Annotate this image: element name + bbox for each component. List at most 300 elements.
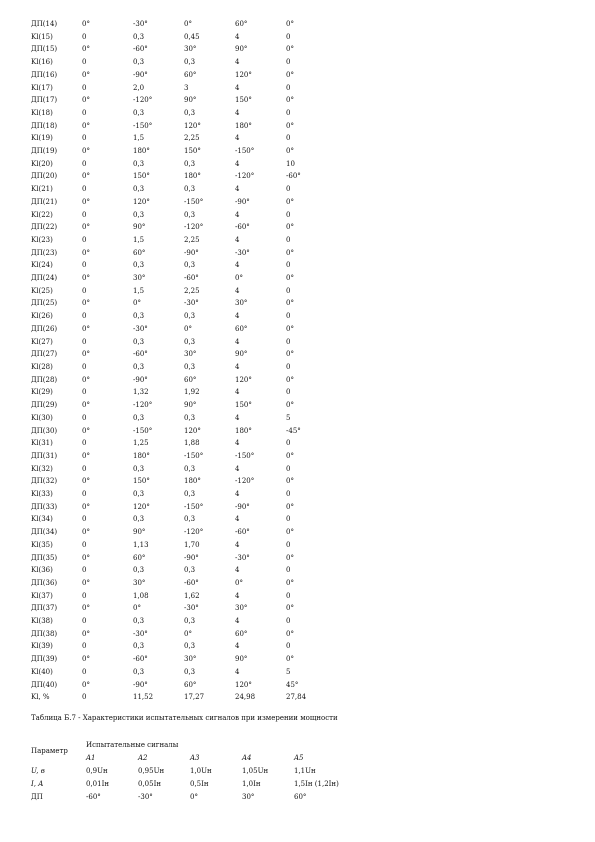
row-label: Kl(27) xyxy=(31,337,53,346)
cell-value: 0° xyxy=(82,401,90,410)
test-signals-table xyxy=(31,738,354,803)
cell-value: 90° xyxy=(184,401,197,410)
table-row xyxy=(31,450,326,463)
cell-value: 0° xyxy=(82,629,90,638)
cell-value: -90° xyxy=(235,197,250,206)
cell-value: 0 xyxy=(82,159,87,168)
cell-value: -120° xyxy=(235,477,255,486)
cell-value: 0,3 xyxy=(184,312,196,321)
cell-value: 0 xyxy=(286,362,291,371)
cell-value: 180° xyxy=(235,121,252,130)
cell-value: 120° xyxy=(133,502,150,511)
cell-value: 0° xyxy=(82,502,90,511)
cell-value: -120° xyxy=(235,172,255,181)
row-label: ДП(26) xyxy=(31,324,58,333)
cell-value: 0° xyxy=(286,578,294,587)
cell-value: 120° xyxy=(235,375,252,384)
cell-value: 0 xyxy=(286,490,291,499)
signals-row-i xyxy=(31,777,354,790)
cell-value: 0 xyxy=(82,185,87,194)
cell-value: 0,3 xyxy=(133,515,145,524)
cell-value: 11,52 xyxy=(133,693,154,702)
table-row xyxy=(31,463,326,476)
table-row xyxy=(31,412,326,425)
row-label: ДП(28) xyxy=(31,375,58,384)
table-row xyxy=(31,120,326,133)
cell-value: 0,3 xyxy=(184,210,196,219)
cell-value: 4 xyxy=(235,58,240,67)
cell-value: 90° xyxy=(133,528,146,537)
cell-value: 0,3 xyxy=(133,58,145,67)
cell-value: -60° xyxy=(184,274,199,283)
cell-value: 0 xyxy=(286,312,291,321)
table-row xyxy=(31,82,326,95)
row-label: ДП(24) xyxy=(31,274,58,283)
cell-value: 0° xyxy=(82,553,90,562)
cell-value: 4 xyxy=(235,566,240,575)
table-row xyxy=(31,564,326,577)
table-row xyxy=(31,437,326,450)
cell-value: 2,25 xyxy=(184,235,200,244)
row-label: Kl(25) xyxy=(31,286,53,295)
table-row xyxy=(31,615,326,628)
cell-value: -60° xyxy=(235,223,250,232)
cell-value: 0,3 xyxy=(184,566,196,575)
cell-value: 0 xyxy=(286,464,291,473)
row-label: Kl(36) xyxy=(31,566,53,575)
table-row xyxy=(31,374,326,387)
row-label: Kl(40) xyxy=(31,667,53,676)
cell-value: 0° xyxy=(82,223,90,232)
param-header: Параметр xyxy=(31,747,68,755)
cell-value: 4 xyxy=(235,464,240,473)
signal-value: 1,5Iн (1,2Iн) xyxy=(294,779,339,788)
table-row xyxy=(31,132,326,145)
cell-value: 0° xyxy=(82,528,90,537)
row-label: ДП(15) xyxy=(31,45,58,54)
cell-value: 27,84 xyxy=(286,693,307,702)
cell-value: 0 xyxy=(82,693,87,702)
cell-value: 0 xyxy=(82,58,87,67)
cell-value: 0,3 xyxy=(184,667,196,676)
cell-value: 30° xyxy=(133,274,146,283)
cell-value: 120° xyxy=(184,121,201,130)
table-row xyxy=(31,69,326,82)
cell-value: 0,3 xyxy=(184,464,196,473)
cell-value: 0° xyxy=(286,20,294,28)
cell-value: -120° xyxy=(184,528,204,537)
table-row xyxy=(31,56,326,69)
signal-value: 0,9Uн xyxy=(86,766,108,775)
table-row xyxy=(31,679,326,692)
cell-value: 0 xyxy=(82,566,87,575)
cell-value: 0° xyxy=(184,20,192,28)
table-row xyxy=(31,297,326,310)
cell-value: 0° xyxy=(286,528,294,537)
cell-value: 1,08 xyxy=(133,591,149,600)
table-row xyxy=(31,602,326,615)
column-header: A3 xyxy=(190,753,200,762)
row-label: ДП(25) xyxy=(31,299,58,308)
cell-value: -90° xyxy=(184,553,199,562)
cell-value: 0 xyxy=(286,235,291,244)
table-row xyxy=(31,488,326,501)
row-label: Kl(19) xyxy=(31,134,53,143)
cell-value: 0 xyxy=(82,439,87,448)
cell-value: 0,3 xyxy=(184,413,196,422)
column-header: A1 xyxy=(86,753,96,762)
cell-value: -30° xyxy=(133,629,148,638)
cell-value: 120° xyxy=(235,680,252,689)
cell-value: 0° xyxy=(184,324,192,333)
cell-value: -150° xyxy=(235,451,255,460)
row-label: Kl(35) xyxy=(31,540,53,549)
column-header: A5 xyxy=(294,753,304,762)
cell-value: 0° xyxy=(286,96,294,105)
row-label: Kl(31) xyxy=(31,439,53,448)
cell-value: 0,3 xyxy=(133,210,145,219)
cell-value: 0 xyxy=(286,617,291,626)
row-label: ДП(37) xyxy=(31,604,58,613)
row-label: Kl(30) xyxy=(31,413,53,422)
cell-value: 2,25 xyxy=(184,286,200,295)
row-label: Kl(24) xyxy=(31,261,53,270)
row-label: Kl(39) xyxy=(31,642,53,651)
cell-value: 0° xyxy=(286,553,294,562)
cell-value: 150° xyxy=(235,401,252,410)
signal-value: 1,1Uн xyxy=(294,766,316,775)
cell-value: 0 xyxy=(82,83,87,92)
cell-value: 0,3 xyxy=(184,362,196,371)
cell-value: 0° xyxy=(133,604,141,613)
cell-value: 4 xyxy=(235,286,240,295)
table-row xyxy=(31,107,326,120)
cell-value: 0° xyxy=(286,350,294,359)
cell-value: 0 xyxy=(286,83,291,92)
cell-value: 0 xyxy=(286,388,291,397)
cell-value: 180° xyxy=(184,172,201,181)
cell-value: 0,3 xyxy=(133,312,145,321)
table-row xyxy=(31,577,326,590)
cell-value: 0 xyxy=(82,667,87,676)
cell-value: 60° xyxy=(133,553,146,562)
cell-value: -150° xyxy=(184,197,204,206)
cell-value: 120° xyxy=(133,197,150,206)
cell-value: 90° xyxy=(235,45,248,54)
cell-value: 4 xyxy=(235,159,240,168)
cell-value: 90° xyxy=(133,223,146,232)
row-label: ДП(18) xyxy=(31,121,58,130)
cell-value: 30° xyxy=(133,578,146,587)
table-row xyxy=(31,234,326,247)
table-row xyxy=(31,18,326,31)
cell-value: 0 xyxy=(286,134,291,143)
cell-value: 4 xyxy=(235,388,240,397)
table-row xyxy=(31,666,326,679)
cell-value: 0° xyxy=(82,451,90,460)
cell-value: 0° xyxy=(286,223,294,232)
table-row xyxy=(31,94,326,107)
cell-value: 0° xyxy=(286,197,294,206)
cell-value: 0 xyxy=(286,439,291,448)
cell-value: 0° xyxy=(286,451,294,460)
cell-value: 0° xyxy=(82,655,90,664)
cell-value: -60° xyxy=(286,172,301,181)
cell-value: 4 xyxy=(235,134,240,143)
row-label: ДП(23) xyxy=(31,248,58,257)
table-row xyxy=(31,158,326,171)
cell-value: 0 xyxy=(286,515,291,524)
cell-value: 180° xyxy=(133,451,150,460)
cell-value: -30° xyxy=(184,604,199,613)
cell-value: -90° xyxy=(184,248,199,257)
cell-value: 0° xyxy=(133,299,141,308)
angles-coefficients-table xyxy=(31,18,326,704)
cell-value: 1,13 xyxy=(133,540,149,549)
cell-value: 120° xyxy=(235,70,252,79)
cell-value: 4 xyxy=(235,108,240,117)
param-label: U, в xyxy=(31,766,45,775)
cell-value: 1,62 xyxy=(184,591,200,600)
cell-value: 0° xyxy=(82,20,90,28)
cell-value: 180° xyxy=(133,147,150,156)
signal-value: 30° xyxy=(242,792,255,801)
cell-value: 0 xyxy=(286,540,291,549)
table-row xyxy=(31,310,326,323)
cell-value: 0° xyxy=(82,197,90,206)
signal-value: -60° xyxy=(86,792,101,801)
cell-value: 4 xyxy=(235,235,240,244)
cell-value: 1,5 xyxy=(133,286,145,295)
cell-value: 0 xyxy=(82,642,87,651)
cell-value: -30° xyxy=(235,553,250,562)
cell-value: 0,3 xyxy=(184,58,196,67)
cell-value: 60° xyxy=(184,70,197,79)
row-label: Kl(28) xyxy=(31,362,53,371)
row-label: ДП(38) xyxy=(31,629,58,638)
cell-value: 4 xyxy=(235,642,240,651)
cell-value: 0° xyxy=(235,578,243,587)
cell-value: 2,0 xyxy=(133,83,145,92)
row-label: ДП(17) xyxy=(31,96,58,105)
cell-value: 0° xyxy=(286,147,294,156)
signal-value: 0,5Iн xyxy=(190,779,209,788)
cell-value: 4 xyxy=(235,312,240,321)
cell-value: 0,3 xyxy=(133,185,145,194)
table-row xyxy=(31,552,326,565)
row-label: Kl(33) xyxy=(31,490,53,499)
cell-value: 0,3 xyxy=(133,261,145,270)
cell-value: 0° xyxy=(286,45,294,54)
cell-value: 0° xyxy=(82,604,90,613)
signal-value: 0,05Iн xyxy=(138,779,162,788)
cell-value: 180° xyxy=(184,477,201,486)
cell-value: 90° xyxy=(235,350,248,359)
row-label: ДП(16) xyxy=(31,70,58,79)
cell-value: 4 xyxy=(235,185,240,194)
table-row xyxy=(31,348,326,361)
cell-value: -60° xyxy=(133,45,148,54)
cell-value: 0 xyxy=(82,108,87,117)
cell-value: 0 xyxy=(82,388,87,397)
cell-value: 150° xyxy=(235,96,252,105)
column-header: A4 xyxy=(242,753,252,762)
cell-value: 1,5 xyxy=(133,134,145,143)
cell-value: 0 xyxy=(286,32,291,41)
cell-value: 0 xyxy=(286,591,291,600)
cell-value: 0,3 xyxy=(133,337,145,346)
cell-value: -150° xyxy=(133,121,153,130)
row-label: ДП(19) xyxy=(31,147,58,156)
angles-coefficients-table-body xyxy=(31,18,326,704)
column-header: A2 xyxy=(138,753,148,762)
cell-value: 0,3 xyxy=(184,490,196,499)
cell-value: 0,3 xyxy=(133,362,145,371)
row-label: ДП(27) xyxy=(31,350,58,359)
cell-value: 0,3 xyxy=(133,32,145,41)
table-row xyxy=(31,272,326,285)
cell-value: 0° xyxy=(184,629,192,638)
row-label: Kl(26) xyxy=(31,312,53,321)
cell-value: 150° xyxy=(133,477,150,486)
cell-value: 30° xyxy=(235,299,248,308)
table-row xyxy=(31,209,326,222)
row-label: Kl(34) xyxy=(31,515,53,524)
cell-value: 30° xyxy=(184,350,197,359)
cell-value: 0° xyxy=(286,401,294,410)
cell-value: 0° xyxy=(286,121,294,130)
signal-value: -30° xyxy=(138,792,153,801)
cell-value: 0,3 xyxy=(184,515,196,524)
cell-value: 4 xyxy=(235,540,240,549)
cell-value: 5 xyxy=(286,667,291,676)
cell-value: 1,92 xyxy=(184,388,200,397)
cell-value: 0 xyxy=(82,235,87,244)
cell-value: 0 xyxy=(82,464,87,473)
cell-value: -60° xyxy=(235,528,250,537)
cell-value: 0 xyxy=(82,490,87,499)
cell-value: 90° xyxy=(235,655,248,664)
param-label: ДП xyxy=(31,792,43,801)
table-row xyxy=(31,259,326,272)
cell-value: 0 xyxy=(286,642,291,651)
signals-row-u xyxy=(31,764,354,777)
cell-value: 0° xyxy=(82,248,90,257)
table-row xyxy=(31,501,326,514)
cell-value: 4 xyxy=(235,413,240,422)
cell-value: -90° xyxy=(133,70,148,79)
cell-value: -150° xyxy=(133,426,153,435)
cell-value: 0° xyxy=(286,502,294,511)
cell-value: 0° xyxy=(235,274,243,283)
row-label: ДП(21) xyxy=(31,197,58,206)
cell-value: 0 xyxy=(286,108,291,117)
row-label: Kl(21) xyxy=(31,185,53,194)
row-label: Kl(38) xyxy=(31,617,53,626)
cell-value: 0,3 xyxy=(184,159,196,168)
cell-value: -30° xyxy=(133,20,148,28)
cell-value: 0,3 xyxy=(184,108,196,117)
cell-value: 0° xyxy=(82,172,90,181)
table-row xyxy=(31,183,326,196)
row-label: Kl(32) xyxy=(31,464,53,473)
signals-row-dp xyxy=(31,790,354,803)
cell-value: -60° xyxy=(133,350,148,359)
cell-value: -30° xyxy=(235,248,250,257)
signal-value: 1,0Iн xyxy=(242,779,261,788)
table-row xyxy=(31,323,326,336)
row-label: Kl(29) xyxy=(31,388,53,397)
cell-value: 1,70 xyxy=(184,540,200,549)
row-label: ДП(32) xyxy=(31,477,58,486)
cell-value: 0 xyxy=(82,32,87,41)
row-label: Kl, % xyxy=(31,693,50,702)
table-row xyxy=(31,145,326,158)
table-row xyxy=(31,196,326,209)
cell-value: 2,25 xyxy=(184,134,200,143)
cell-value: 0 xyxy=(286,337,291,346)
row-label: Kl(20) xyxy=(31,159,53,168)
table-row xyxy=(31,399,326,412)
row-label: ДП(39) xyxy=(31,655,58,664)
signal-value: 60° xyxy=(294,792,307,801)
cell-value: -150° xyxy=(184,451,204,460)
cell-value: 0,3 xyxy=(133,413,145,422)
cell-value: 0° xyxy=(82,680,90,689)
row-label: Kl(22) xyxy=(31,210,53,219)
cell-value: 1,5 xyxy=(133,235,145,244)
row-label: ДП(30) xyxy=(31,426,58,435)
table-row xyxy=(31,221,326,234)
cell-value: 3 xyxy=(184,83,189,92)
cell-value: 0° xyxy=(82,121,90,130)
cell-value: 5 xyxy=(286,413,291,422)
table-row xyxy=(31,475,326,488)
cell-value: 0,3 xyxy=(133,617,145,626)
cell-value: 60° xyxy=(184,680,197,689)
cell-value: 60° xyxy=(133,248,146,257)
cell-value: -120° xyxy=(184,223,204,232)
row-label: ДП(22) xyxy=(31,223,58,232)
cell-value: 180° xyxy=(235,426,252,435)
cell-value: 0° xyxy=(82,45,90,54)
row-label: ДП(14) xyxy=(31,20,58,28)
param-label: I, A xyxy=(31,779,44,788)
row-label: ДП(35) xyxy=(31,553,58,562)
cell-value: 60° xyxy=(235,20,248,28)
row-label: Kl(23) xyxy=(31,235,53,244)
cell-value: 0 xyxy=(82,617,87,626)
cell-value: 30° xyxy=(235,604,248,613)
row-label: ДП(36) xyxy=(31,578,58,587)
cell-value: -150° xyxy=(235,147,255,156)
row-label: ДП(31) xyxy=(31,451,58,460)
cell-value: 0 xyxy=(286,286,291,295)
row-label: Kl(37) xyxy=(31,591,53,600)
cell-value: 0° xyxy=(286,274,294,283)
table-row xyxy=(31,691,326,704)
cell-value: 0 xyxy=(82,515,87,524)
cell-value: -60° xyxy=(133,655,148,664)
table-row xyxy=(31,628,326,641)
cell-value: 4 xyxy=(235,210,240,219)
table-row xyxy=(31,640,326,653)
cell-value: 0° xyxy=(286,324,294,333)
signal-value: 0° xyxy=(190,792,198,801)
cell-value: -90° xyxy=(133,680,148,689)
cell-value: 0,45 xyxy=(184,32,200,41)
cell-value: 60° xyxy=(184,375,197,384)
